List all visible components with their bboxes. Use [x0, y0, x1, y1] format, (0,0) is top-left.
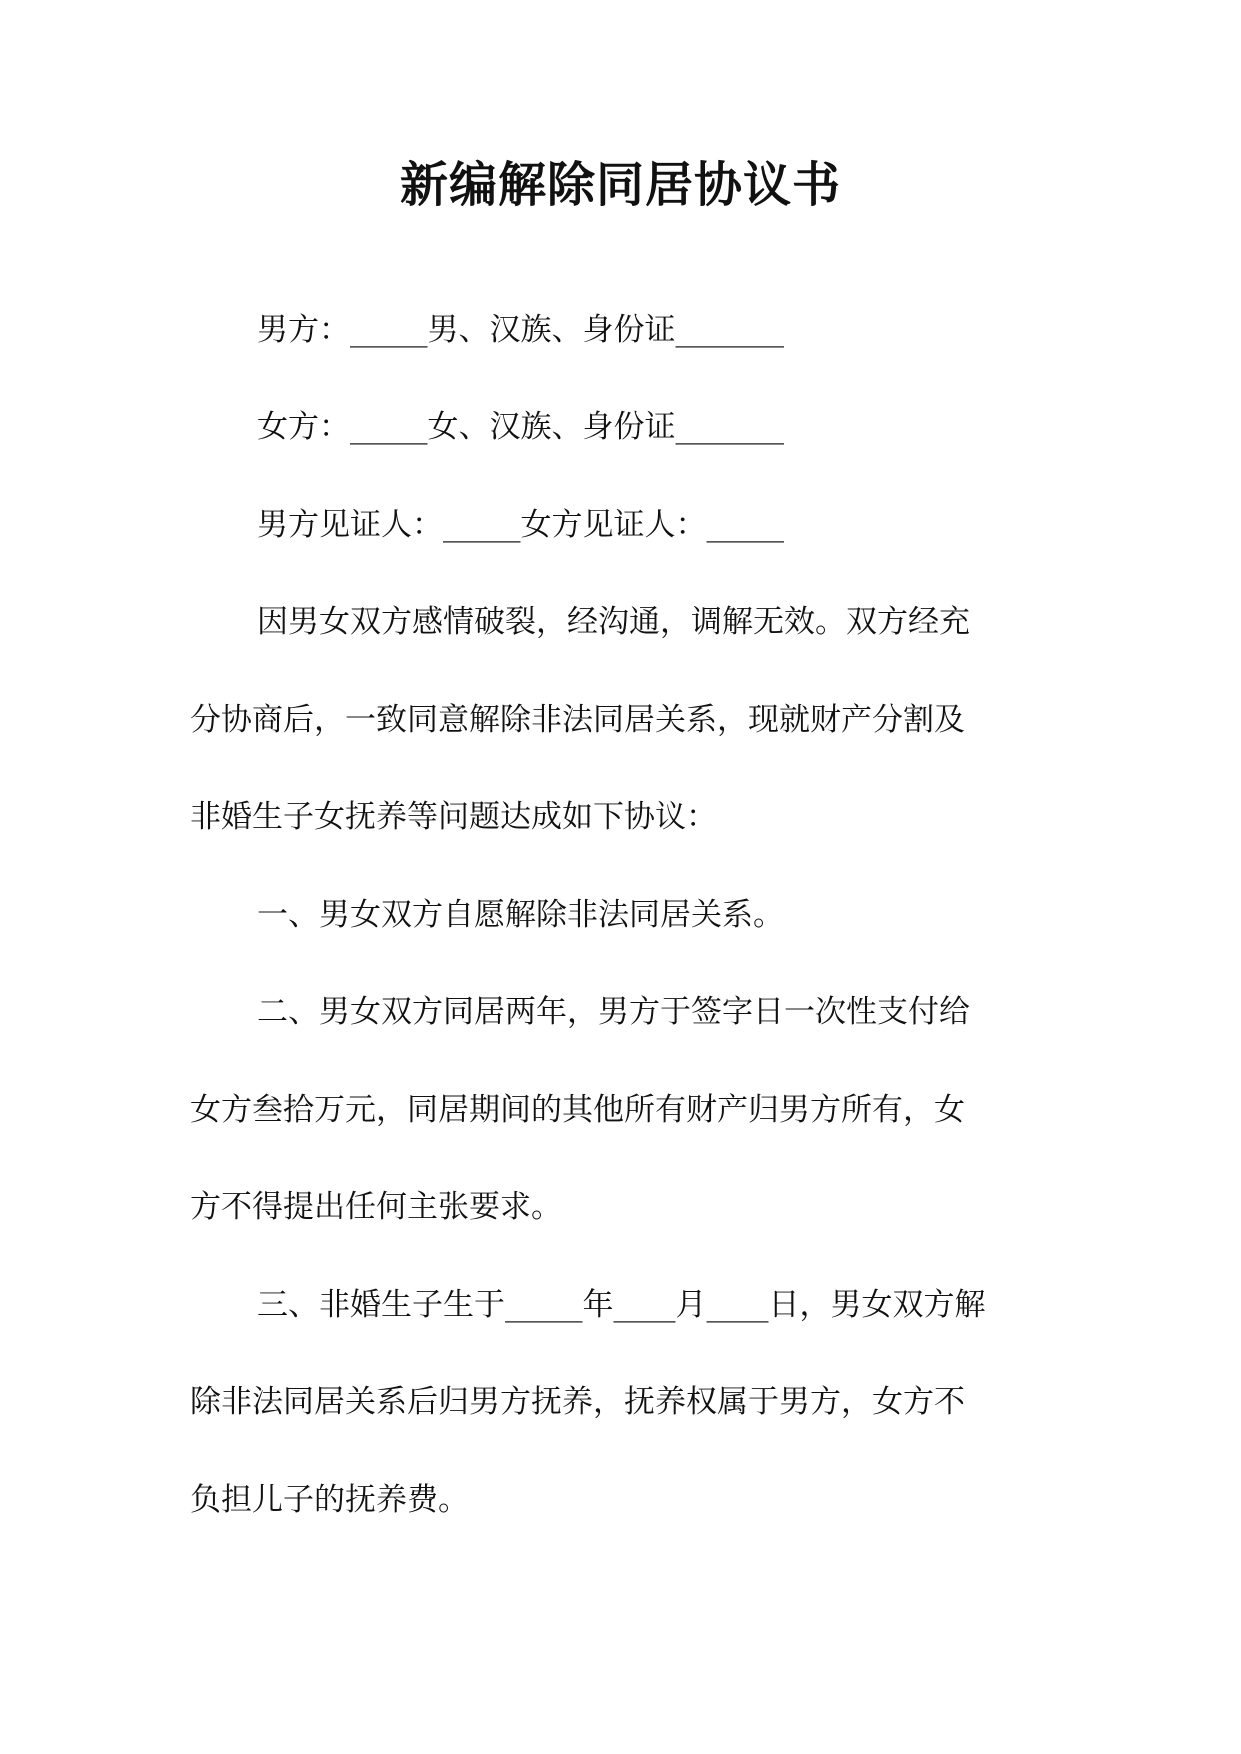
paragraph-intro-line-2: 分协商后，一致同意解除非法同居关系，现就财产分割及	[190, 702, 965, 738]
clause-two-line-3: 方不得提出任何主张要求。	[190, 1189, 562, 1225]
clause-three-line-1: 三、非婚生子生于_____年____月____日，男女双方解	[257, 1287, 986, 1323]
paragraph-intro-line-1: 因男女双方感情破裂，经沟通，调解无效。双方经充	[257, 604, 970, 640]
clause-three-line-2: 除非法同居关系后归男方抚养，抚养权属于男方，女方不	[190, 1384, 965, 1420]
paragraph-intro-line-3: 非婚生子女抚养等问题达成如下协议：	[190, 799, 717, 835]
clause-two-line-2: 女方叁拾万元，同居期间的其他所有财产归男方所有，女	[190, 1092, 965, 1128]
clause-two-line-1: 二、男女双方同居两年，男方于签字日一次性支付给	[257, 994, 970, 1030]
female-party-line: 女方：_____女、汉族、身份证_______	[257, 409, 784, 445]
document-title: 新编解除同居协议书	[399, 157, 841, 213]
witness-line: 男方见证人：_____女方见证人：_____	[257, 507, 784, 543]
male-party-line: 男方：_____男、汉族、身份证_______	[257, 312, 784, 348]
clause-three-line-3: 负担儿子的抚养费。	[190, 1482, 469, 1518]
clause-one-line: 一、男女双方自愿解除非法同居关系。	[257, 897, 784, 933]
